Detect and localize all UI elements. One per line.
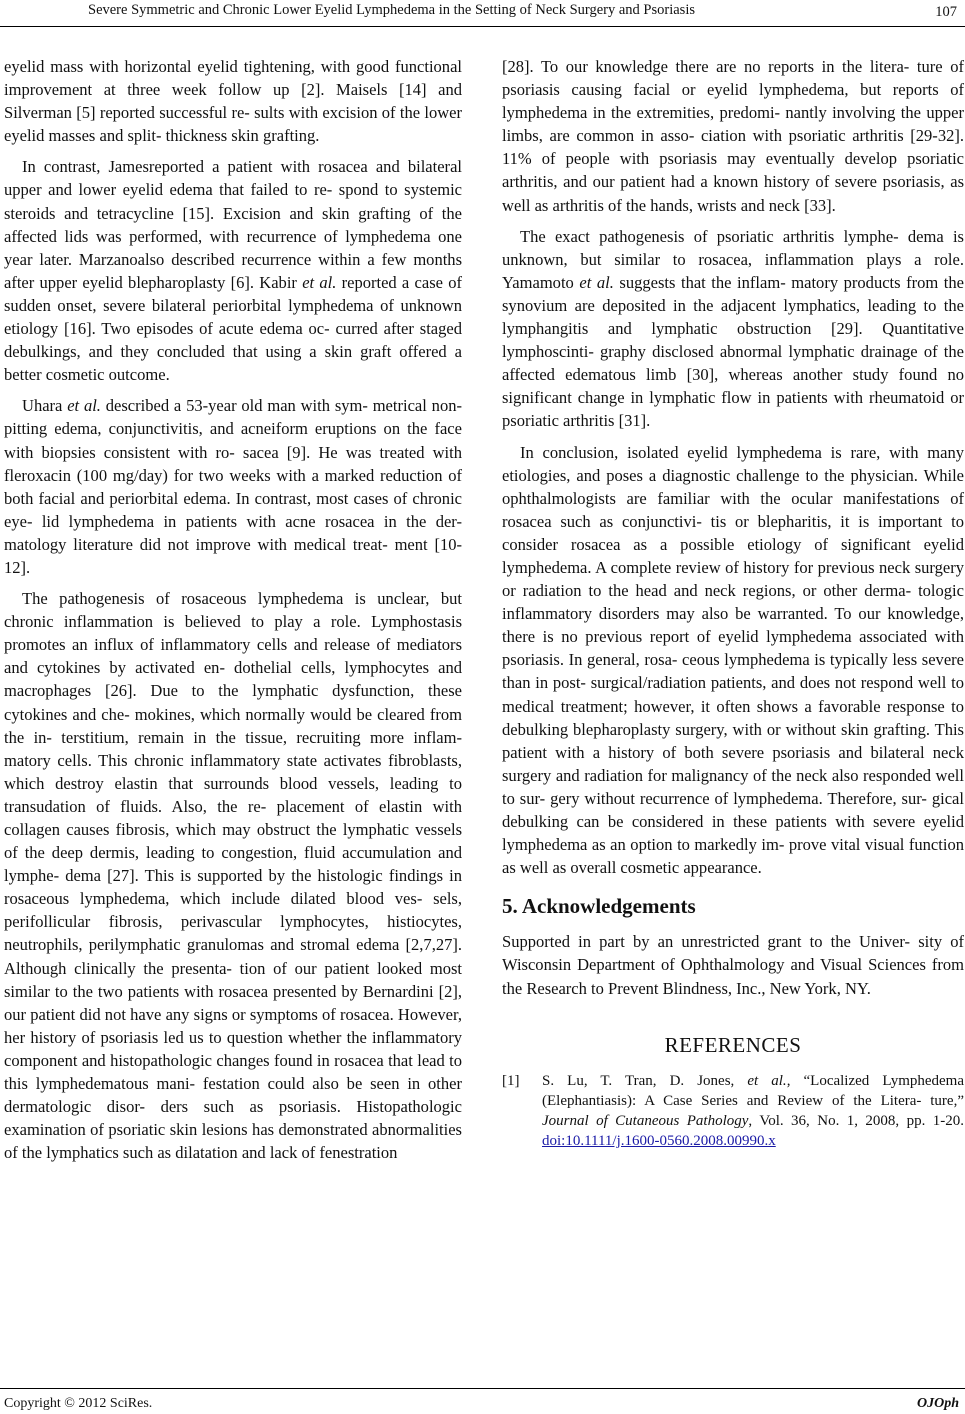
journal-abbrev: OJOph [916,1396,959,1411]
paragraph: eyelid mass with horizontal eyelid tightening, with good functional improvement at three week follow up [2]. Maisels [14] and Silverman [5] reported successful re- sults with excision of the lower eyelid masses and split- thickness skin grafting. [4,57,462,146]
paragraph: The exact pathogenesis of psoriatic arthritis lymphe- dema is unknown, but similar to rosacea, inflammation plays a role. Yamamoto et al. suggests that the inflam- matory products from the synovium are deposited in the adjacent lymphatics, leading to the lymphangitis and lymphatic obstruction [29]. Quantitative lymphoscinti- graphy disclosed abnormal lymphatic drainage of the affected edematous limb [30], whereas another study found no significant change in lymphatic flow in patients with rheumatoid or psoriatic arthritis [31]. [502,226,964,431]
header-divider [0,26,965,27]
paragraph: [28]. To our knowledge there are no reports in the litera- ture of psoriasis causing facial or eyelid lymphedema, but reports of lymphedema in the extremities, predomi- nantly involving the upper limbs, are common in asso- ciation with psoriatic arthritis [29-32]. 11% of people with psoriasis may eventually develop psoriatic arthritis, and our patient had a known history of severe psoriasis, as well as arthritis of the hands, wrists and neck [33]. [502,57,964,215]
paragraph: In conclusion, isolated eyelid lymphedema is rare, with many etiologies, and poses a diagnostic challenge to the physician. While ophthalmologists are familiar with the ocular manifestations of rosacea such as conjunctivi- tis or blepharitis, it is important to consider rosacea as a possible etiology of significant eyelid lymphedema. A complete review of history for previous neck surgery or radiation to the head and neck regions, or other derma- tologic inflammatory disorders may also be warranted. To our knowledge, there is no previous report of eyelid lymphedema associated with psoriasis. In general, rosa- ceous lymphedema is typically less severe than in post- surgical/radiation patients, and does not respond well to medical treatment; however, it often shows a favorable response to debulking blepharoplasty surgery, with or without skin grafting. This patient with a history of both severe psoriasis and bilateral neck surgery and radiation for malignancy of the neck also responded well to sur- gery without recurrence of lymphedema. Therefore, sur- gical debulking can be considered in these patients with severe eyelid lymphedema as an option to markedly im- prove vital visual function as well as overall cosmetic appearance. [502,442,964,878]
acknowledgements-text: Supported in part by an unrestricted grant to the Univer- sity of Wisconsin Department of Ophthalmology and Visual Sciences from the Research to Prevent Blindness, Inc., New York, NY. [502,932,964,998]
reference-text [542,1071,964,1151]
page-number: 107 [935,4,957,20]
reference-title: , “Localized Lymphedema (Elephantiasis): A Case Series and Review of the Litera- ture,” [542,1072,964,1109]
page-header [0,0,965,24]
reference-authors: S. Lu, T. Tran, D. Jones, [542,1072,748,1089]
running-title: Severe Symmetric and Chronic Lower Eyelid Lymphedema in the Setting of Neck Surgery and Psoriasis [88,2,695,18]
footer-divider [0,1388,965,1389]
left-column [4,55,462,1172]
paragraph: The pathogenesis of rosaceous lymphedema is unclear, but chronic inflammation is believed to play a role. Lymphostasis promotes an influx of inflammatory cells and release of mediators and cytokines by activated en- dothelial cells, lymphocytes and macrophages [26]. Due to the lymphatic dysfunction, these cytokines and che- mokines, which normally would be cleared from the in- terstitium, remain in the tissue, recruiting more inflam- matory cells. This chronic inflammatory state activates fibroblasts, which destroy elastin that surrounds blood vessels, leading to transudation of fluids. Also, the re- placement of elastin with collagen causes fibrosis, which may obstruct the lymphatic vessels of the deep dermis, leading to congestion, fluid accumulation and lymphe- dema [27]. This is supported by the histologic findings in rosaceous lymphedema, which include dilated blood ves- sels, perifollicular fibrosis, perivascular lymphocytes, histiocytes, neutrophils, perilymphatic granulomas and stromal edema [2,7,27]. Although clinically the presenta- tion of our patient looked most similar to the two patients with rosacea presented by Bernardini [2], our patient did not have any signs or symptoms of rosacea. However, her history of psoriasis led us to question whether the inflammatory component and histopathologic changes found in rosacea that lead to this lymphedematous mani- festation could also be seen in other dermatologic disor- ders such as psoriasis. Histopathologic examination of psoriatic skin lesions has demonstrated abnormalities of the lymphatics such as dilatation and lack of fenestration [4,589,462,1163]
right-column [502,55,964,1151]
paragraph: In contrast, Jamesreported a patient with rosacea and bilateral upper and lower eyelid edema that failed to re- spond to systemic steroids and tetracycline [15]. Excision and skin grafting of the affected lids was performed, with recurrence of lymphedema one year later. Marzanoalso described recurrence within a few months after upper eyelid blepharoplasty [6]. Kabir et al. reported a case of sudden onset, severe bilateral periorbital lymphedema of unknown etiology [16]. Two episodes of acute edema oc- curred after staged debulkings, and they concluded that using a skin graft offered a better cosmetic outcome. [4,157,462,385]
copyright-text: Copyright © 2012 SciRes. [4,1396,153,1411]
reference-item [502,1071,964,1151]
reference-number: [1] [502,1072,520,1089]
reference-journal: Journal of Cutaneous Pathology [542,1112,749,1129]
paragraph: Uhara et al. described a 53-year old man with sym- metrical non-pitting edema, conjunctivitis, and acneiform eruptions on the face with biopsies consistent with ro- sacea [9]. He was treated with fleroxacin (100 mg/day) for two weeks with a marked reduction of both facial and periorbital edema. In contrast, most cases of chronic eye- lid lymphedema in patients with acne rosacea in the der- matology literature did not improve with medical treat- ment [10-12]. [4,396,462,577]
references-heading: REFERENCES [664,1032,802,1057]
reference-etal: et al. [747,1072,787,1089]
reference-volume: , Vol. 36, No. 1, 2008, pp. 1-20. [748,1112,964,1129]
reference-doi-link[interactable]: doi:10.1111/j.1600-0560.2008.00990.x [542,1132,776,1149]
acknowledgements-heading: 5. Acknowledgements [502,894,696,919]
